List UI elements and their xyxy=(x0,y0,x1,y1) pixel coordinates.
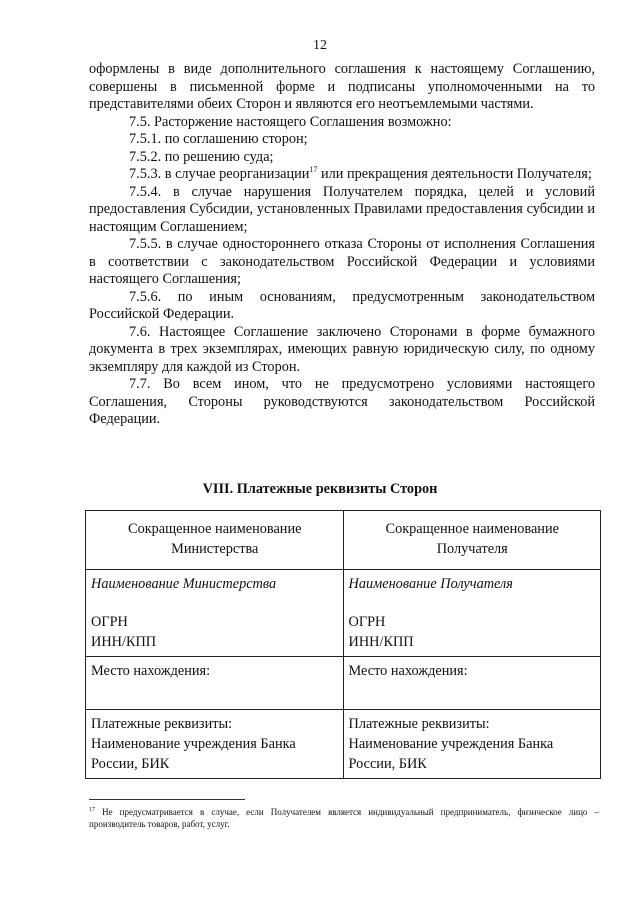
recipient-ogrn: ОГРН xyxy=(348,614,386,630)
paragraph-7-6: 7.6. Настоящее Соглашение заключено Сторонами в форме бумажного документа в трех экземплярах, имеющих равную юридическую силу, по одному экземпляру для каждой из Сторон. xyxy=(89,323,595,375)
recipient-payment-label: Платежные реквизиты: xyxy=(348,716,490,732)
paragraph-7-7: 7.7. Во всем ином, что не предусмотрено условиями настоящего Соглашения, Стороны руководствуются законодательством Российской Федерации. xyxy=(89,376,595,427)
footnote-reference: 17 xyxy=(309,165,318,174)
footnote-number: 17 xyxy=(89,807,95,813)
recipient-inn-kpp: ИНН/КПП xyxy=(348,634,414,650)
ministry-location: Место нахождения: xyxy=(91,663,211,679)
ministry-payment-cell xyxy=(86,710,344,779)
paragraph-7-5-6: 7.5.6. по иным основаниям, предусмотренным законодательством Российской Федерации. xyxy=(89,288,595,322)
table-row xyxy=(86,710,601,779)
section-heading: VIII. Платежные реквизиты Сторон xyxy=(202,481,438,497)
ministry-header-cell xyxy=(86,511,344,570)
recipient-header-line2: Получателя xyxy=(436,541,508,557)
paragraph-7-5-3 xyxy=(89,166,595,184)
ministry-header-line2: Министерства xyxy=(171,541,259,557)
footnote-text: Не предусматривается в случае, если Получателем является индивидуальный предприниматель, физическое лицо – производитель товаров, работ, услуг. xyxy=(89,807,599,829)
ministry-location-cell xyxy=(86,657,344,710)
ministry-bank-line1: Наименование учреждения Банка xyxy=(91,736,296,752)
ministry-bank-line2: России, БИК xyxy=(91,756,170,772)
paragraph-7-5-4: 7.5.4. в случае нарушения Получателем порядка, целей и условий предоставления Субсидии, установленных Правилами предоставления субсидии и настоящим Соглашением; xyxy=(89,183,595,235)
ministry-payment-label: Платежные реквизиты: xyxy=(91,716,233,732)
page-number: 12 xyxy=(313,38,327,53)
paragraph-7-5-5: 7.5.5. в случае одностороннего отказа Стороны от исполнения Соглашения в соответствии с законодательством Российской Федерации и условиями настоящего Соглашения; xyxy=(89,236,595,287)
paragraph-7-5-2: 7.5.2. по решению суда; xyxy=(129,148,274,165)
recipient-header-line1: Сокращенное наименование xyxy=(385,521,559,537)
table-row xyxy=(86,657,601,710)
recipient-location: Место нахождения: xyxy=(348,663,468,679)
paragraph-7-5-3-text-end: или прекращения деятельности Получателя; xyxy=(317,166,592,182)
recipient-payment-cell xyxy=(343,710,601,779)
footnote xyxy=(89,806,599,830)
ministry-identity-cell xyxy=(86,570,344,657)
recipient-bank-line2: России, БИК xyxy=(348,756,427,772)
recipient-location-cell xyxy=(343,657,601,710)
paragraph-7-5-1: 7.5.1. по соглашению сторон; xyxy=(129,131,308,147)
ministry-inn-kpp: ИНН/КПП xyxy=(91,634,157,650)
paragraph-continuation: оформлены в виде дополнительного соглашения к настоящему Соглашению, совершены в письменной форме и подписаны уполномоченными на то представителями обеих Сторон и являются его неотъемлемыми частями. xyxy=(89,61,595,112)
footnote-separator xyxy=(89,799,245,800)
table-row xyxy=(86,511,601,570)
payment-requisites-table xyxy=(85,510,601,779)
agreement-body-text xyxy=(89,61,595,429)
paragraph-7-5: 7.5. Расторжение настоящего Соглашения возможно: xyxy=(129,113,452,130)
ministry-header-line1: Сокращенное наименование xyxy=(128,521,302,537)
paragraph-7-5-3-text: 7.5.3. в случае реорганизации xyxy=(129,166,310,182)
recipient-header-cell xyxy=(343,511,601,570)
table-row xyxy=(86,570,601,657)
recipient-identity-cell xyxy=(343,570,601,657)
ministry-ogrn: ОГРН xyxy=(91,614,128,630)
recipient-bank-line1: Наименование учреждения Банка xyxy=(348,736,554,752)
recipient-name: Наименование Получателя xyxy=(348,576,513,592)
ministry-name: Наименование Министерства xyxy=(91,576,277,592)
